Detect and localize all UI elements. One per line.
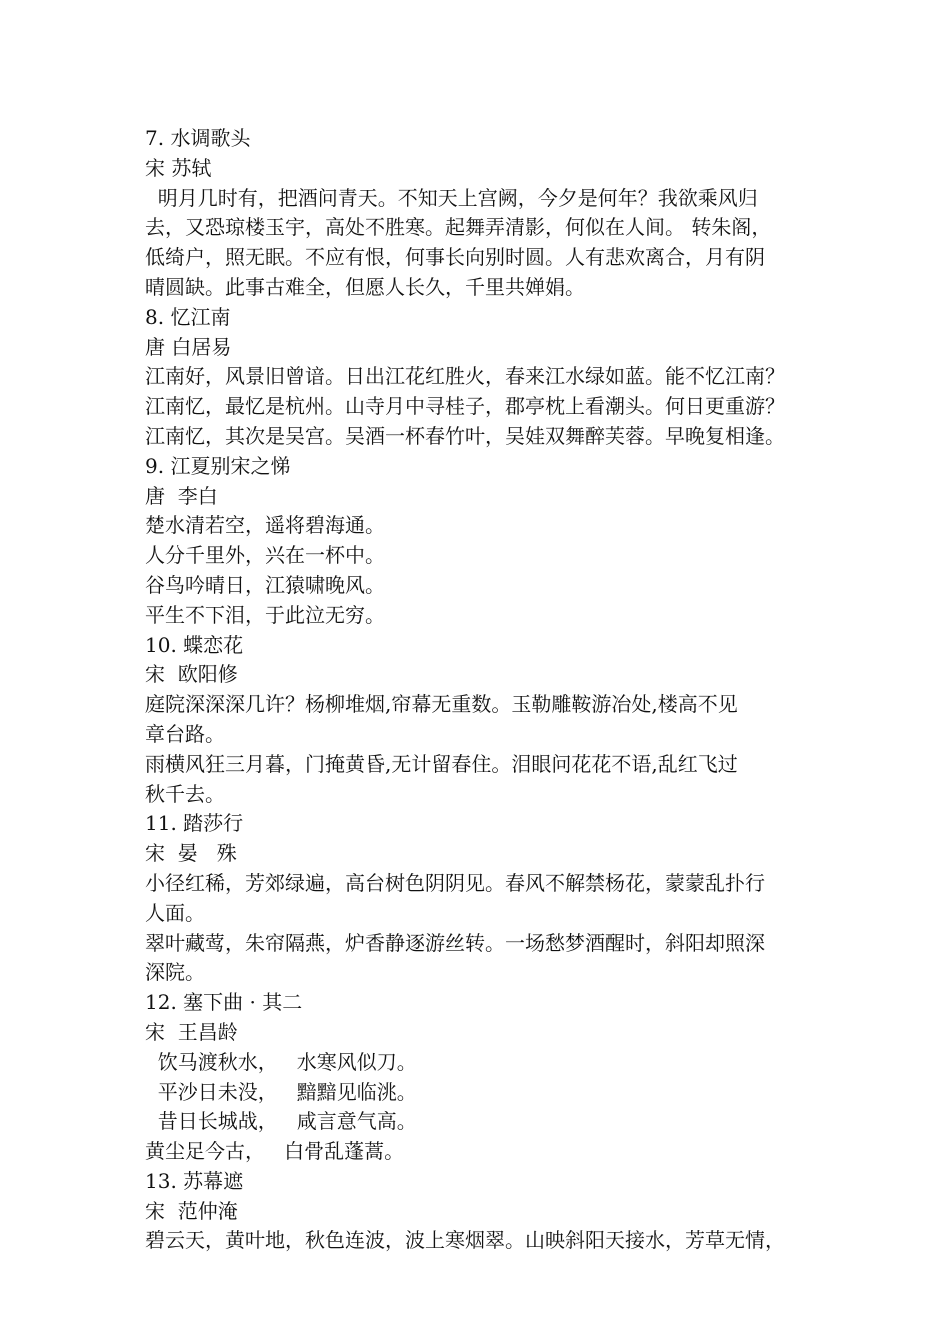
poem-title-12: 12. 塞下曲 · 其二 — [145, 990, 303, 1015]
poem-author-8: 唐 白居易 — [145, 334, 232, 359]
poem-text-line: 饮马渡秋水， 水寒风似刀。 — [145, 1049, 417, 1074]
poem-text-line: 平沙日未没， 黯黯见临洮。 — [145, 1079, 417, 1104]
poem-text-line: 楚水清若空，遥将碧海通。 — [145, 513, 385, 538]
poem-text-line: 深院。 — [145, 960, 205, 985]
poem-text-line: 平生不下泪，于此泣无穷。 — [145, 602, 385, 627]
poem-text-line: 秋千去。 — [145, 781, 225, 806]
poem-text-line: 低绮户，照无眠。不应有恨，何事长向别时圆。人有悲欢离合，月有阴 — [145, 245, 765, 270]
poem-author-10: 宋 欧阳修 — [145, 662, 238, 687]
poem-text-line: 去，又恐琼楼玉宇，高处不胜寒。起舞弄清影，何似在人间。 转朱阁， — [145, 215, 772, 240]
poem-title-7: 7. 水调歌头 — [145, 126, 251, 150]
poem-text-line: 人分千里外，兴在一杯中。 — [145, 543, 385, 568]
poem-text-line: 黄尘足今古， 白骨乱蓬蒿。 — [145, 1139, 405, 1164]
poem-text-line: 庭院深深深几许？杨柳堆烟,帘幕无重数。玉勒雕鞍游冶处,楼高不见 — [145, 692, 738, 717]
poem-title-8: 8. 忆江南 — [145, 304, 231, 329]
poem-text-line: 明月几时有，把酒问青天。不知天上宫阙，今夕是何年？我欲乘风归 — [145, 185, 758, 210]
poem-title-11: 11. 踏莎行 — [145, 811, 244, 836]
poem-text-line: 小径红稀，芳郊绿遍，高台树色阴阴见。春风不解禁杨花，蒙蒙乱扑行 — [145, 870, 765, 895]
poem-text-line: 谷鸟吟晴日，江猿啸晚风。 — [145, 572, 385, 597]
poem-text-line: 翠叶藏莺，朱帘隔燕，炉香静逐游丝转。一场愁梦酒醒时，斜阳却照深 — [145, 930, 765, 955]
document-body — [145, 124, 825, 1256]
poem-author-12: 宋 王昌龄 — [145, 1019, 238, 1044]
poem-text-line: 雨横风狂三月暮，门掩黄昏,无计留春住。泪眼问花花不语,乱红飞过 — [145, 751, 738, 776]
poem-text-line: 江南好，风景旧曾谙。日出江花红胜火，春来江水绿如蓝。能不忆江南？ — [145, 364, 785, 389]
poem-text-line: 碧云天，黄叶地，秋色连波，波上寒烟翠。山映斜阳天接水，芳草无情， — [145, 1228, 785, 1253]
poem-title-10: 10. 蝶恋花 — [145, 632, 244, 657]
poem-text-line: 江南忆，最忆是杭州。山寺月中寻桂子，郡亭枕上看潮头。何日更重游？ — [145, 394, 785, 419]
poem-text-line: 昔日长城战， 咸言意气高。 — [145, 1109, 417, 1134]
poem-author-13: 宋 范仲淹 — [145, 1198, 238, 1223]
poem-text-line: 人面。 — [145, 900, 205, 925]
poem-author-11: 宋 晏 殊 — [145, 841, 237, 866]
poem-text-line: 江南忆，其次是吴宫。吴酒一杯春竹叶，吴娃双舞醉芙蓉。早晚复相逢。 — [145, 423, 785, 448]
poem-author-7: 宋 苏轼 — [145, 155, 212, 180]
poem-author-9: 唐 李白 — [145, 483, 218, 508]
poem-text-line: 晴圆缺。此事古难全，但愿人长久，千里共婵娟。 — [145, 274, 585, 299]
poem-title-9: 9. 江夏别宋之悌 — [145, 453, 291, 478]
poem-title-13: 13. 苏幕遮 — [145, 1168, 244, 1193]
poem-text-line: 章台路。 — [145, 721, 225, 746]
